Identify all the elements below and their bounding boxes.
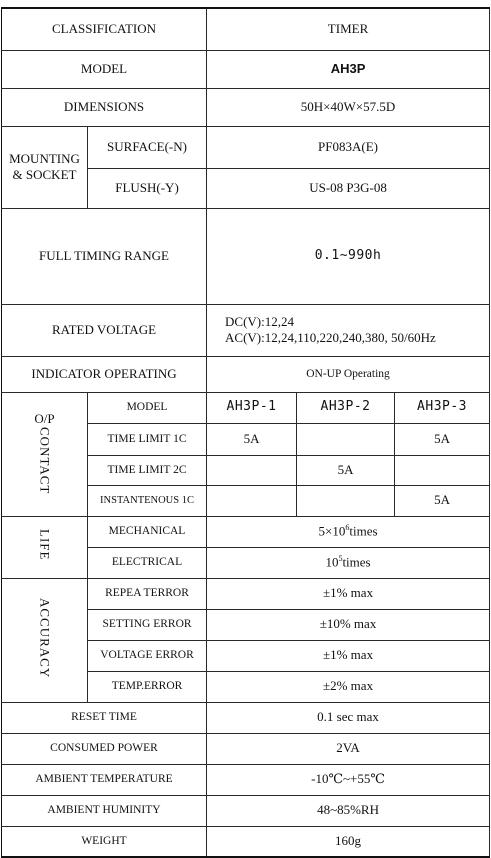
life-vertical-label: LIFE	[37, 529, 53, 561]
row-life-mechanical	[2, 516, 490, 547]
voltage-label: RATED VOLTAGE	[2, 304, 207, 356]
time-limit-2c-cell-1	[207, 455, 297, 485]
instantenous-1c-cell-3: 5A	[395, 485, 490, 516]
reset-time-label: RESET TIME	[2, 702, 207, 733]
row-timing	[2, 208, 490, 304]
temp-error-value: ±2% max	[207, 671, 490, 702]
row-dimensions	[2, 88, 490, 126]
row-weight	[2, 826, 490, 857]
repeat-error-label: REPEA TERROR	[88, 578, 207, 609]
electrical-unit: times	[342, 554, 371, 570]
weight-value: 160g	[207, 826, 490, 857]
accuracy-label	[2, 578, 88, 702]
electrical-label: ELECTRICAL	[88, 547, 207, 578]
row-contact-models	[2, 392, 490, 423]
ambient-temperature-label: AMBIENT TEMPERATURE	[2, 764, 207, 795]
voltage-dc: DC(V):12,24	[225, 313, 294, 329]
time-limit-2c-cell-2: 5A	[297, 455, 395, 485]
time-limit-1c-label: TIME LIMIT 1C	[88, 423, 207, 455]
reset-time-value: 0.1 sec max	[207, 702, 490, 733]
model-value: AH3P	[207, 50, 490, 88]
dimensions-label: DIMENSIONS	[2, 88, 207, 126]
mounting-label-line2: & SOCKET	[12, 167, 77, 182]
electrical-base: 10	[325, 554, 339, 570]
instantenous-1c-cell-1	[207, 485, 297, 516]
voltage-ac: AC(V):12,24,110,220,240,380, 50/60Hz	[225, 330, 436, 345]
flush-label: FLUSH(-Y)	[88, 168, 207, 208]
row-voltage	[2, 304, 490, 356]
row-repeat-error	[2, 578, 490, 609]
mechanical-value	[207, 516, 490, 547]
row-classification	[2, 8, 490, 50]
temp-error-label: TEMP.ERROR	[88, 671, 207, 702]
ambient-temperature-value: -10℃~+55℃	[207, 764, 490, 795]
mechanical-unit: times	[349, 523, 378, 539]
row-indicator	[2, 356, 490, 392]
op-label: O/P	[34, 411, 55, 427]
contact-model-3: AH3P-3	[395, 392, 490, 423]
ambient-huminity-label: AMBIENT HUMINITY	[2, 795, 207, 826]
electrical-value	[207, 547, 490, 578]
row-reset-time	[2, 702, 490, 733]
contact-vertical-label: CONTACT	[37, 427, 53, 495]
contact-label	[2, 392, 88, 516]
surface-value: PF083A(E)	[207, 126, 490, 168]
surface-label: SURFACE(-N)	[88, 126, 207, 168]
row-ambient-temperature	[2, 764, 490, 795]
consumed-power-value: 2VA	[207, 733, 490, 764]
mounting-label-line1: MOUNTING	[9, 150, 80, 166]
time-limit-1c-cell-1: 5A	[207, 423, 297, 455]
time-limit-1c-cell-3: 5A	[395, 423, 490, 455]
spec-table	[1, 7, 490, 858]
time-limit-2c-cell-3	[395, 455, 490, 485]
classification-label: CLASSIFICATION	[2, 8, 207, 50]
accuracy-vertical-label: ACCURACY	[37, 597, 53, 678]
time-limit-1c-cell-2	[297, 423, 395, 455]
timing-value: 0.1~990h	[207, 208, 490, 304]
time-limit-2c-label: TIME LIMIT 2C	[88, 455, 207, 485]
row-consumed-power	[2, 733, 490, 764]
repeat-error-value: ±1% max	[207, 578, 490, 609]
instantenous-1c-label: INSTANTENOUS 1C	[88, 485, 207, 516]
electrical-exp: 5	[338, 554, 343, 564]
mounting-label	[2, 126, 88, 208]
row-model	[2, 50, 490, 88]
instantenous-1c-cell-2	[297, 485, 395, 516]
timing-label: FULL TIMING RANGE	[2, 208, 207, 304]
voltage-error-label: VOLTAGE ERROR	[88, 640, 207, 671]
contact-model-label: MODEL	[88, 392, 207, 423]
voltage-value	[207, 304, 490, 356]
indicator-label: INDICATOR OPERATING	[2, 356, 207, 392]
row-mounting-surface	[2, 126, 490, 168]
contact-model-2: AH3P-2	[297, 392, 395, 423]
setting-error-value: ±10% max	[207, 609, 490, 640]
row-ambient-huminity	[2, 795, 490, 826]
classification-value: TIMER	[207, 8, 490, 50]
contact-model-1: AH3P-1	[207, 392, 297, 423]
weight-label: WEIGHT	[2, 826, 207, 857]
consumed-power-label: CONSUMED POWER	[2, 733, 207, 764]
model-label: MODEL	[2, 50, 207, 88]
flush-value: US-08 P3G-08	[207, 168, 490, 208]
indicator-value: ON-UP Operating	[207, 356, 490, 392]
dimensions-value: 50H×40W×57.5D	[207, 88, 490, 126]
voltage-error-value: ±1% max	[207, 640, 490, 671]
ambient-huminity-value: 48~85%RH	[207, 795, 490, 826]
life-label	[2, 516, 88, 578]
mechanical-base: 5×10	[318, 523, 346, 539]
mechanical-exp: 6	[345, 523, 350, 533]
setting-error-label: SETTING ERROR	[88, 609, 207, 640]
mechanical-label: MECHANICAL	[88, 516, 207, 547]
